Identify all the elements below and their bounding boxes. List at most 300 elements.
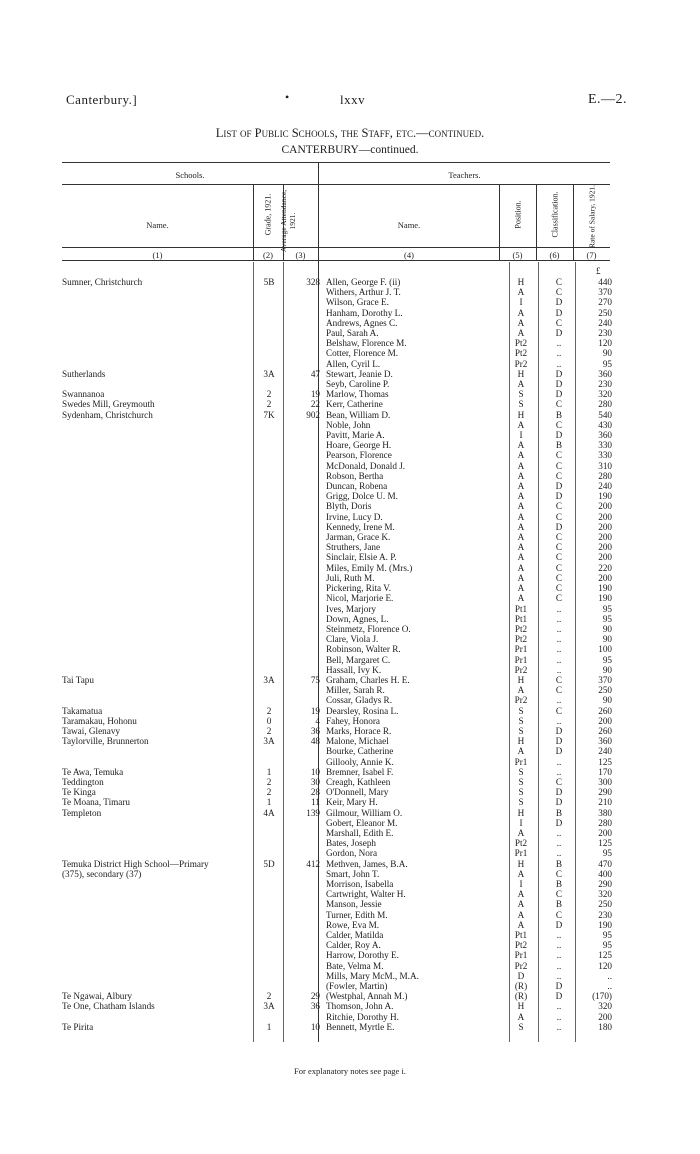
teacher-name: Jarman, Grace K. (326, 532, 391, 543)
teacher-name: Blyth, Doris (326, 501, 372, 512)
teacher-name: Bremner, Isabel F. (326, 766, 394, 777)
position-cell: Pt2 (514, 348, 528, 359)
salary-cell: 95 (602, 940, 612, 951)
table-row (0, 685, 700, 695)
salary-cell: 200 (598, 501, 612, 512)
school-name: Templeton (62, 807, 102, 818)
salary-cell: 330 (598, 440, 612, 451)
attendance-cell: 4 (315, 715, 320, 726)
grade-cell: 2 (266, 787, 272, 798)
position-cell: Pr1 (514, 654, 528, 665)
classification-cell: C (555, 511, 563, 522)
classification-cell: D (555, 736, 563, 747)
column-rule (253, 185, 254, 260)
salary-cell: 90 (602, 664, 612, 675)
position-cell: A (517, 521, 525, 532)
classification-cell: .. (556, 695, 562, 706)
page-subtitle: CANTERBURY—continued. (281, 144, 419, 156)
salary-cell: 240 (598, 481, 612, 492)
table-row (0, 440, 700, 450)
position-cell: A (517, 328, 525, 339)
position-cell: Pr2 (514, 960, 528, 971)
salary-cell: 120 (598, 960, 612, 971)
column-rule (499, 185, 500, 260)
position-cell: Pt1 (514, 613, 528, 624)
grade-cell: 2 (266, 991, 272, 1002)
table-row (0, 328, 700, 338)
classification-cell: .. (556, 930, 562, 940)
grade-cell: 3A (263, 674, 275, 685)
table-row (0, 1012, 700, 1022)
position-cell: A (517, 868, 525, 879)
table-row (0, 287, 700, 297)
classification-cell: B (555, 409, 563, 420)
position-header: Position. (513, 200, 523, 229)
classification-cell: D (555, 307, 563, 318)
attendance-cell: 139 (306, 807, 320, 818)
classification-cell: B (555, 440, 563, 451)
classification-cell: C (555, 460, 563, 471)
teacher-name: Graham, Charles H. E. (326, 674, 410, 685)
teacher-name: Kennedy, Irene M. (326, 521, 395, 532)
teacher-name: Withers, Arthur J. T. (326, 287, 401, 298)
classification-cell: .. (556, 766, 562, 777)
classification-cell: .. (556, 960, 562, 971)
grade-cell: 2 (266, 705, 272, 716)
teacher-name: Morrison, Isabella (326, 878, 394, 889)
position-cell: A (517, 562, 525, 573)
attendance-cell: 75 (310, 674, 320, 685)
salary-cell: 200 (598, 1011, 612, 1022)
position-cell: H (517, 674, 525, 685)
classification-cell: C (555, 287, 563, 298)
position-cell: A (517, 511, 525, 522)
table-row (0, 430, 700, 440)
table-row (0, 961, 700, 971)
teacher-name: Bate, Velma M. (326, 960, 384, 971)
position-cell: Pt1 (514, 603, 528, 614)
position-cell: S (518, 776, 524, 787)
table-row (0, 889, 700, 899)
page-title: List of Public Schools, the Staff, etc.—continued. (215, 126, 485, 140)
salary-cell: 190 (598, 583, 612, 594)
table-row (0, 420, 700, 430)
grade-cell: 2 (266, 725, 272, 736)
table-row (0, 767, 700, 777)
position-cell: D (517, 970, 525, 981)
table-row (0, 501, 700, 511)
position-cell: A (517, 909, 525, 920)
classification-cell: C (555, 685, 563, 696)
position-cell: I (519, 297, 523, 308)
attendance-cell: 36 (310, 725, 320, 736)
school-name: Te Kinga (62, 787, 96, 798)
classification-cell: D (555, 491, 563, 502)
teacher-name: Irvine, Lucy D. (326, 511, 383, 522)
table-row (0, 512, 700, 522)
classification-cell: .. (556, 827, 562, 838)
teacher-name: Bennett, Myrtle E. (326, 1021, 395, 1032)
table-row (0, 379, 700, 389)
school-name-header: Name. (146, 220, 169, 230)
teacher-name: Cartwright, Walter H. (326, 889, 406, 900)
position-cell: A (517, 419, 525, 430)
table-row (0, 338, 700, 348)
attendance-cell: 19 (310, 705, 320, 716)
salary-cell: 210 (598, 797, 612, 808)
teacher-name: Rowe, Eva M. (326, 919, 380, 930)
salary-cell: 95 (602, 930, 612, 940)
teacher-name: Down, Agnes, L. (326, 613, 389, 624)
attendance-cell: 36 (310, 1001, 320, 1012)
teacher-name: Harrow, Dorothy E. (326, 950, 399, 961)
position-cell: A (517, 572, 525, 583)
salary-cell: 260 (598, 725, 612, 736)
salary-cell: 125 (598, 756, 612, 767)
classification-cell: D (555, 521, 563, 532)
salary-cell: 95 (602, 848, 612, 859)
position-cell: A (517, 593, 525, 604)
attendance-cell: 22 (310, 399, 320, 410)
table-row (0, 614, 700, 624)
table-row (0, 828, 700, 838)
classification-cell: C (555, 450, 563, 461)
salary-cell: 95 (602, 613, 612, 624)
classification-cell: .. (556, 940, 562, 951)
teacher-name: Gilmour, William O. (326, 807, 403, 818)
position-cell: A (517, 317, 525, 328)
table-row (0, 297, 700, 307)
position-cell: A (517, 460, 525, 471)
position-cell: A (517, 287, 525, 298)
teacher-name: Struthers, Jane (326, 542, 381, 553)
school-name: Swannanoa (62, 389, 105, 400)
classification-cell: C (555, 776, 563, 787)
classification-cell: D (555, 368, 563, 379)
teacher-name: Steinmetz, Florence O. (326, 623, 411, 634)
salary-cell: 250 (598, 899, 612, 910)
table-row (0, 481, 700, 491)
position-cell: Pt2 (514, 838, 528, 849)
table-row (0, 399, 700, 409)
teacher-name: Gordon, Nora (326, 848, 378, 859)
teacher-name: Wilson, Grace E. (326, 297, 389, 308)
classification-cell: C (555, 674, 563, 685)
salary-cell: 190 (598, 919, 612, 930)
table-row (0, 491, 700, 501)
grade-header: Grade, 1921. (263, 193, 273, 236)
attendance-cell: 412 (306, 858, 320, 869)
teacher-name: Calder, Roy A. (326, 940, 381, 951)
position-cell: Pt2 (514, 338, 528, 349)
salary-cell: 320 (598, 889, 612, 900)
table-row (0, 593, 700, 603)
teacher-name: Bell, Margaret C. (326, 654, 391, 665)
classification-cell: .. (556, 715, 562, 726)
table-row (0, 746, 700, 756)
salary-cell: 200 (598, 511, 612, 522)
classification-cell: C (555, 909, 563, 920)
column-number-rule (62, 260, 610, 261)
column-number: (3) (295, 250, 306, 260)
salary-cell: 200 (598, 827, 612, 838)
salary-cell: 380 (598, 807, 612, 818)
salary-cell: 190 (598, 593, 612, 604)
classification-cell: .. (556, 613, 562, 624)
salary-cell: 90 (602, 623, 612, 634)
school-name: Tawai, Glenavy (62, 725, 121, 736)
teacher-name: Cotter, Florence M. (326, 348, 399, 359)
table-row (0, 838, 700, 848)
table-row (0, 277, 700, 287)
table-row (0, 808, 700, 818)
classification-cell: D (555, 379, 563, 390)
teacher-name: Methven, James, B.A. (326, 858, 408, 869)
position-cell: H (517, 858, 525, 869)
classification-cell: C (555, 317, 563, 328)
school-name: Tai Tapu (62, 674, 94, 685)
position-cell: Pt2 (514, 940, 528, 951)
salary-cell: 230 (598, 328, 612, 339)
teacher-name: Calder, Matilda (326, 930, 384, 940)
classification-cell: B (555, 899, 563, 910)
table-row (0, 461, 700, 471)
salary-cell: 230 (598, 909, 612, 920)
grade-cell: 1 (266, 766, 272, 777)
table-row (0, 940, 700, 950)
position-cell: Pr1 (514, 644, 528, 655)
salary-cell: 180 (598, 1021, 612, 1032)
grade-cell: 0 (266, 715, 272, 726)
teacher-name: Duncan, Robena (326, 481, 388, 492)
teacher-name: Mills, Mary McM., M.A. (326, 970, 419, 981)
classification-cell: C (555, 542, 563, 553)
table-row (0, 920, 700, 930)
table-row (0, 450, 700, 460)
grade-cell: 2 (266, 776, 272, 787)
salary-cell: 190 (598, 491, 612, 502)
attendance-cell: 11 (311, 797, 320, 808)
attendance-cell: 328 (306, 277, 320, 287)
classification-cell: B (555, 858, 563, 869)
teacher-name: Miles, Emily M. (Mrs.) (326, 562, 413, 573)
salary-cell: 280 (598, 399, 612, 410)
teacher-name: Malone, Michael (326, 736, 389, 747)
salary-cell: 240 (598, 746, 612, 757)
teacher-name: Dearsley, Rosina L. (326, 705, 399, 716)
currency-symbol: £ (596, 266, 601, 276)
classification-cell: .. (556, 1011, 562, 1022)
position-cell: A (517, 450, 525, 461)
classification-cell: C (555, 419, 563, 430)
position-cell: H (517, 368, 525, 379)
salary-cell: 95 (602, 654, 612, 665)
classification-cell: C (555, 705, 563, 716)
table-row (0, 706, 700, 716)
classification-cell: C (555, 889, 563, 900)
salary-cell: 90 (602, 634, 612, 645)
position-cell: Pr1 (514, 848, 528, 859)
school-name: Sumner, Christchurch (62, 277, 143, 287)
salary-cell: 90 (602, 348, 612, 359)
salary-cell: 200 (598, 552, 612, 563)
teacher-name: Stewart, Jeanie D. (326, 368, 393, 379)
salary-cell: 320 (598, 1001, 612, 1012)
table-row (0, 848, 700, 858)
salary-cell: 330 (598, 450, 612, 461)
classification-cell: .. (556, 1021, 562, 1032)
teacher-name: Hanham, Dorothy L. (326, 307, 403, 318)
grade-cell: 1 (266, 797, 272, 808)
attendance-cell: 19 (310, 389, 320, 400)
teacher-name: Seyb, Caroline P. (326, 379, 390, 390)
teacher-name: Ives, Marjory (326, 603, 377, 614)
salary-cell: 125 (598, 950, 612, 961)
column-number: (4) (404, 250, 414, 260)
salary-cell: 200 (598, 572, 612, 583)
position-cell: Pr2 (514, 664, 528, 675)
teacher-name: Ritchie, Dorothy H. (326, 1011, 399, 1022)
classification-cell: D (555, 725, 563, 736)
salary-cell: 100 (598, 644, 612, 655)
column-number: (5) (512, 250, 523, 260)
position-cell: S (518, 399, 524, 410)
salary-cell: .. (607, 970, 612, 981)
table-row (0, 644, 700, 654)
classification-cell: .. (556, 644, 562, 655)
salary-cell: 220 (598, 562, 612, 573)
table-row (0, 308, 700, 318)
table-row (0, 859, 700, 869)
table-row (0, 522, 700, 532)
teacher-name: Hoare, George H. (326, 440, 392, 451)
position-cell: Pr2 (514, 695, 528, 706)
classification-cell: C (555, 593, 563, 604)
position-cell: A (517, 470, 525, 481)
school-name: Te Moana, Timaru (62, 797, 131, 808)
position-cell: A (517, 552, 525, 563)
grade-cell: 3A (263, 368, 275, 379)
salary-cell: 200 (598, 715, 612, 726)
table-row (0, 716, 700, 726)
teacher-name: Kerr, Catherine (326, 399, 383, 410)
teacher-name: Allen, Cyril L. (326, 358, 381, 369)
salary-cell: 430 (598, 419, 612, 430)
salary-header: Rate of Salary, 1921. (587, 184, 597, 249)
table-row (0, 787, 700, 797)
salary-cell: 240 (598, 317, 612, 328)
table-row (0, 369, 700, 379)
grade-cell: 4A (263, 807, 275, 818)
salary-cell: 360 (598, 430, 612, 441)
teacher-name: Robinson, Walter R. (326, 644, 401, 655)
teacher-name: Pearson, Florence (326, 450, 392, 461)
classification-cell: C (555, 501, 563, 512)
position-cell: A (517, 827, 525, 838)
teacher-name: Sinclair, Elsie A. P. (326, 552, 397, 563)
teacher-name: Allen, George F. (ii) (326, 277, 401, 287)
position-cell: Pt2 (514, 634, 528, 645)
salary-cell: (170) (592, 991, 612, 1002)
school-name: Teddington (62, 776, 104, 787)
classification-cell: .. (556, 756, 562, 767)
column-header-rule (62, 247, 610, 248)
classification-cell: D (555, 787, 563, 798)
position-cell: A (517, 583, 525, 594)
column-number: (7) (586, 250, 597, 260)
salary-cell: 95 (602, 603, 612, 614)
classification-header: Classification. (550, 191, 560, 238)
table-row (0, 971, 700, 981)
salary-cell: 170 (598, 766, 612, 777)
teacher-name: Keir, Mary H. (326, 797, 378, 808)
column-rule (536, 185, 537, 260)
teacher-name: Juli, Ruth M. (326, 572, 375, 583)
teacher-name: Noble, John (326, 419, 371, 430)
table-row (0, 1001, 700, 1011)
table-row (0, 532, 700, 542)
position-cell: A (517, 379, 525, 390)
teacher-name: Fahey, Honora (326, 715, 381, 726)
classification-cell: D (555, 981, 563, 992)
table-row (0, 318, 700, 328)
school-name: Te Pirita (62, 1021, 94, 1032)
salary-cell: 260 (598, 705, 612, 716)
table-row (0, 981, 700, 991)
classification-cell: D (555, 817, 563, 828)
salary-cell: 280 (598, 817, 612, 828)
grade-cell: 7K (263, 409, 275, 420)
classification-cell: .. (556, 603, 562, 614)
classification-cell: C (555, 470, 563, 481)
position-cell: S (518, 389, 524, 400)
teacher-name: Pavitt, Marie A. (326, 430, 385, 441)
position-cell: H (517, 1001, 525, 1012)
position-cell: A (517, 542, 525, 553)
classification-cell: .. (556, 623, 562, 634)
salary-cell: 120 (598, 338, 612, 349)
table-row (0, 736, 700, 746)
attendance-cell: 28 (310, 787, 320, 798)
salary-cell: 440 (598, 277, 612, 287)
salary-cell: 95 (602, 358, 612, 369)
teacher-name: Bates, Joseph (326, 838, 377, 849)
teacher-name: Clare, Viola J. (326, 634, 379, 645)
classification-cell: .. (556, 634, 562, 645)
teacher-name: Marlow, Thomas (326, 389, 389, 400)
table-row (0, 930, 700, 940)
classification-cell: D (555, 297, 563, 308)
position-cell: A (517, 899, 525, 910)
classification-cell: D (555, 797, 563, 808)
position-cell: I (519, 817, 523, 828)
table-row (0, 552, 700, 562)
grade-cell: 2 (266, 389, 272, 400)
school-name: Swedes Mill, Greymouth (62, 399, 155, 410)
table-row (0, 879, 700, 889)
classification-cell: D (555, 991, 563, 1002)
table-row (0, 950, 700, 960)
salary-cell: 300 (598, 776, 612, 787)
position-cell: A (517, 501, 525, 512)
attendance-cell: 48 (310, 736, 320, 747)
teacher-name: McDonald, Donald J. (326, 460, 406, 471)
salary-cell: 230 (598, 379, 612, 390)
teacher-name: Creagh, Kathleen (326, 776, 391, 787)
classification-cell: B (555, 807, 563, 818)
table-row (0, 583, 700, 593)
teacher-name: Paul, Sarah A. (326, 328, 379, 339)
